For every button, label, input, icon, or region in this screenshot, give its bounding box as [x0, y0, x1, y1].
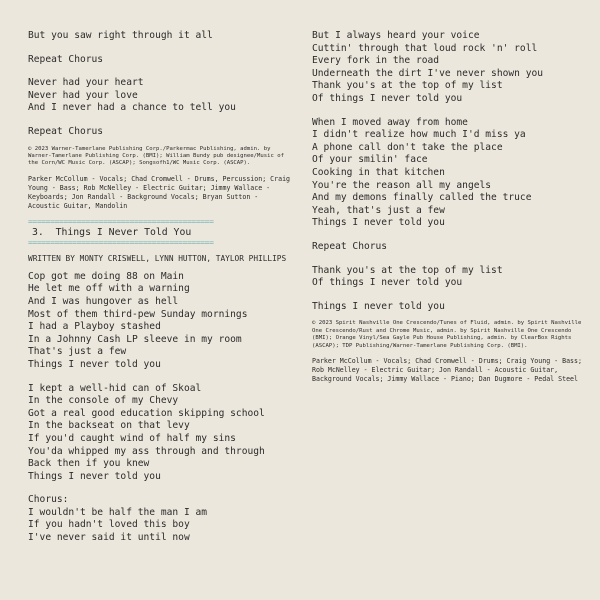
lyric-line: I've never said it until now	[28, 532, 190, 544]
lyric-line: Every fork in the road	[312, 55, 440, 67]
lyric-line: Cop got me doing 88 on Main	[28, 270, 184, 282]
lyric-line: And I was hungover as hell	[28, 295, 179, 307]
lyric-line: I kept a well-hid can of Skoal	[28, 382, 202, 394]
copyright-notice: © 2023 Spirit Nashville One Crescendo/Tunes of Fluid, admin. by Spirit Nashville One Crescendo/Rust and Chrome Music, admin. by Spirit Nashville One Crescendo (BMI); Orange Vinyl/Sea Gayle Pub House Publishing, admin. by ClearBox Rights (ASCAP); TDP Publishing/Warner-Tamerlane Publishing Corp. (BMI).	[312, 320, 582, 349]
lyric-line: Never had your heart	[28, 77, 144, 89]
left-column	[28, 0, 290, 545]
lyric-line: Never had your love	[28, 89, 138, 101]
lyric-line: Things I never told you	[312, 300, 445, 312]
lyric-line: I had a Playboy stashed	[28, 321, 161, 333]
lyric-line: Things I never told you	[312, 217, 445, 229]
lyric-line: Things I never told you	[28, 358, 161, 370]
divider-top: ==========================================	[28, 217, 214, 226]
lyric-line: You'da whipped my ass through and through	[28, 445, 265, 457]
lyric-line: Of things I never told you	[312, 277, 463, 289]
lyric-line: Of your smilin' face	[312, 154, 428, 166]
lyric-line: When I moved away from home	[312, 116, 468, 128]
track-name: Things I Never Told You	[55, 226, 192, 238]
lyric-line: Got a real good education skipping school	[28, 407, 265, 419]
track-number: 3.	[32, 226, 44, 238]
lyric-line: But you saw right through it all	[28, 30, 213, 41]
lyric-line: In the backseat on that levy	[28, 420, 190, 432]
lyric-line: Things I never told you	[28, 470, 161, 482]
lyric-line: If you'd caught wind of half my sins	[28, 432, 236, 444]
lyric-line: And I never had a chance to tell you	[28, 102, 236, 114]
lyric-line: In the console of my Chevy	[28, 395, 179, 407]
right-column	[312, 0, 582, 384]
repeat-chorus-label: Repeat Chorus	[312, 240, 388, 252]
track-title	[28, 226, 290, 239]
lyric-line: And my demons finally called the truce	[312, 192, 532, 204]
copyright-notice: © 2023 Warner-Tamerlane Publishing Corp./Parkermac Publishing, admin. by Warner-Tamerlane Publishing Corp. (BMI); William Bundy pub designee/Music of the Corn/WC Music Corp. (ASCAP); Songsofh1/WC Music Corp. (ASCAP).	[28, 145, 284, 167]
repeat-chorus-label: Repeat Chorus	[28, 53, 104, 65]
lyric-line: Thank you's at the top of my list	[312, 264, 503, 276]
lyric-line: Back then if you knew	[28, 458, 150, 470]
lyric-line: I didn't realize how much I'd miss ya	[312, 129, 526, 141]
lyric-line: Most of them third-pew Sunday mornings	[28, 308, 248, 320]
lyric-line: If you hadn't loved this boy	[28, 519, 190, 531]
chorus-label: Chorus:	[28, 494, 69, 506]
lyric-line: Thank you's at the top of my list	[312, 80, 503, 92]
musician-credits: Parker McCollum - Vocals; Chad Cromwell - Drums; Craig Young - Bass; Rob McNelley - Electric Guitar; Jon Randall - Acoustic Guitar, Background Vocals; Jimmy Wallace - Piano; Dan Dugmore - Pedal Steel	[312, 356, 582, 383]
repeat-chorus-label: Repeat Chorus	[28, 125, 104, 137]
lyric-line: Of things I never told you	[312, 92, 463, 104]
songwriters: WRITTEN BY MONTY CRISWELL, LYNN HUTTON, TAYLOR PHILLIPS	[28, 253, 287, 263]
lyric-line: Cooking in that kitchen	[312, 166, 445, 178]
lyric-line: Underneath the dirt I've never shown you	[312, 67, 544, 79]
lyric-line: You're the reason all my angels	[312, 179, 492, 191]
musician-credits: Parker McCollum - Vocals; Chad Cromwell - Drums, Percussion; Craig Young - Bass; Rob McNelley - Electric Guitar; Jimmy Wallace - Keyboards; Jon Randall - Background Vocals; Bryan Sutton - Acoustic Guitar, Mandolin	[28, 174, 291, 210]
lyric-line: That's just a few	[28, 346, 127, 358]
lyric-line: A phone call don't take the place	[312, 141, 503, 153]
lyric-line: He let me off with a warning	[28, 283, 190, 295]
lyric-line: Yeah, that's just a few	[312, 204, 445, 216]
lyric-line: But I always heard your voice	[312, 30, 480, 41]
divider-bottom: ==========================================	[28, 238, 214, 247]
lyric-line: Cuttin' through that loud rock 'n' roll	[312, 42, 538, 54]
lyric-line: In a Johnny Cash LP sleeve in my room	[28, 333, 242, 345]
lyric-line: I wouldn't be half the man I am	[28, 506, 208, 518]
